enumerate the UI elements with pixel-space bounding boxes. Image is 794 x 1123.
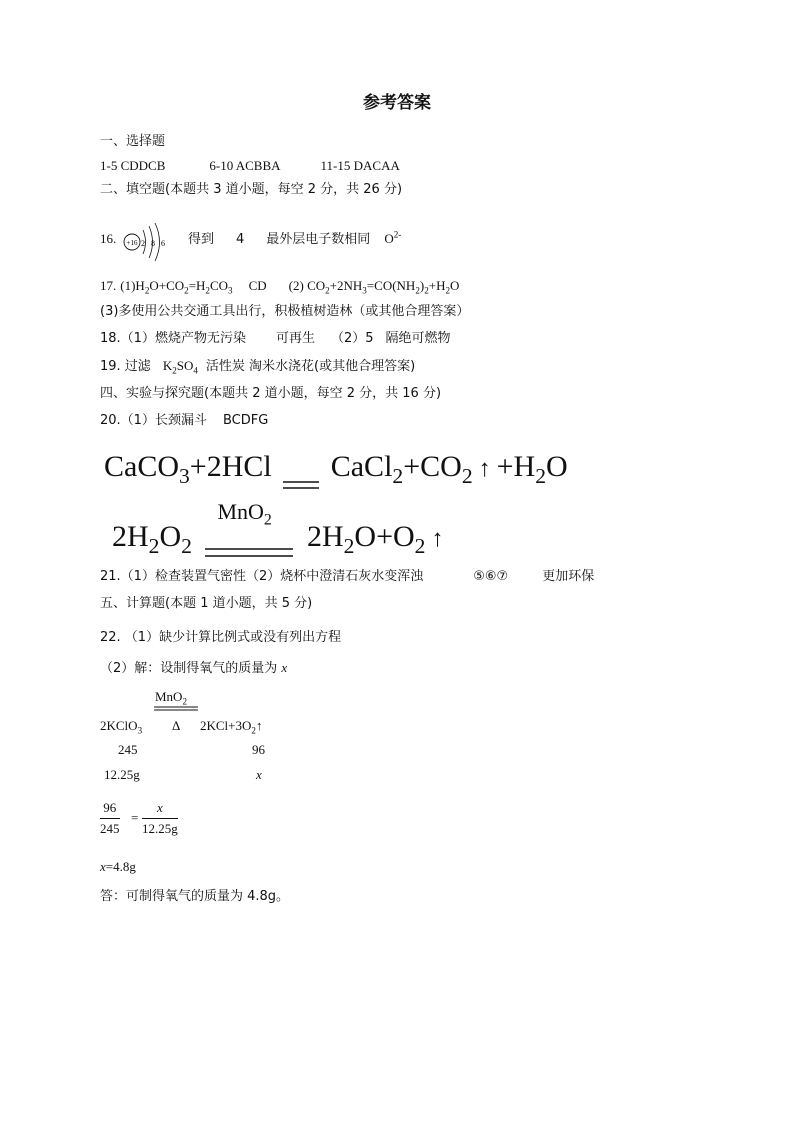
q20-line: 20.（1）长颈漏斗 BCDFG — [100, 413, 269, 428]
catalyst-label: MnO$_2$ — [217, 499, 272, 529]
page-title: 参考答案 — [363, 93, 431, 113]
q22-catalyst-label: MnO$_2$ — [155, 689, 187, 707]
q22-given-mass: 12.25g — [104, 767, 140, 782]
answers-1-5: 1-5 CDDCB — [100, 158, 166, 173]
q19-line: 19. 过滤 $K_2SO_4$ 活性炭 淘米水浇花(或其他合理答案) — [100, 358, 416, 376]
section-1-heading: 一、选择题 — [100, 134, 166, 149]
section-2-heading: 二、填空题(本题共 3 道小题，每空 2 分，共 26 分) — [100, 182, 403, 197]
shell-electrons: 2 8 6 — [141, 239, 167, 248]
q22-heat-symbol: Δ — [172, 718, 181, 733]
q22-result: x=4.8g — [100, 859, 136, 874]
q16-answer-2: 4 — [236, 232, 245, 247]
q22-fraction-left: $\frac{96}{245}$ — [100, 800, 120, 836]
q17-line-2: (3)多使用公共交通工具出行，积极植树造林（或其他合理答案） — [100, 304, 470, 319]
q22-unknown: x — [256, 767, 262, 782]
q22-final-answer: 答：可制得氧气的质量为 4.8g。 — [100, 889, 290, 904]
q22-equals: = — [131, 810, 139, 825]
equation-h2o2-decomposition: $2H_2O_2$ MnO$_2$ $2H_2O+O_2$ ↑ — [112, 520, 443, 556]
catalyst-equals-sign — [203, 499, 295, 545]
q21-line: 21.（1）检查装置气密性（2）烧杯中澄清石灰水变浑浊 ⑤⑥⑦ 更加环保 — [100, 569, 595, 584]
gas-arrow-icon: ↑ — [255, 718, 263, 733]
equals-sign-long — [281, 464, 321, 474]
q22-mass-o2: 96 — [252, 742, 265, 757]
sulfur-atom-structure-diagram — [122, 222, 168, 262]
section-1-answers — [100, 158, 400, 174]
q22-mass-kclo3: 245 — [118, 742, 138, 757]
q17-line-1: 17. $(1)H_2O+CO_2=H_2CO_3$ CD (2) $CO_2+2NH_3=CO(NH_2)_2+H_2O$ — [100, 278, 460, 296]
answers-11-15: 11-15 DACAA — [320, 158, 400, 173]
gas-arrow-icon: ↑ — [431, 526, 444, 552]
q22-fraction-right: $\frac{x}{12.25g}$ — [142, 800, 178, 836]
q22-line-2: （2）解：设制得氧气的质量为 x — [100, 660, 288, 676]
q16-answer-1: 得到 — [188, 232, 215, 247]
q17-answer-cd: CD — [248, 278, 267, 293]
q22-double-line — [154, 706, 198, 712]
nucleus-charge: +16 — [126, 239, 138, 247]
gas-arrow-icon: ↑ — [478, 456, 491, 482]
q22-line-1: 22. （1）缺少计算比例式或没有列出方程 — [100, 630, 342, 645]
q16-answers — [188, 231, 401, 248]
q22-equation: 2KClO$_3$ — [100, 718, 143, 736]
section-5-heading: 五、计算题(本题 1 道小题，共 5 分) — [100, 596, 313, 611]
section-4-heading: 四、实验与探究题(本题共 2 道小题，每空 2 分，共 16 分) — [100, 386, 442, 401]
q18-line: 18.（1）燃烧产物无污染 可再生 （2）5 隔绝可燃物 — [100, 331, 451, 346]
answers-6-10: 6-10 ACBBA — [209, 158, 281, 173]
q16-answer-3: 最外层电子数相同 — [266, 232, 371, 247]
equation-caco3-hcl: CaCO$_3$+2HCl $CaCl_2+CO_2$ ↑ $+H_2O$ — [104, 450, 568, 488]
q16-number: 16. — [100, 231, 117, 246]
q19-formula: $K_2SO_4$ — [162, 358, 198, 376]
q22-products: $2KCl+3O_2↑$ — [200, 718, 263, 736]
q16-ion: $O^{2-}$ — [384, 229, 402, 246]
